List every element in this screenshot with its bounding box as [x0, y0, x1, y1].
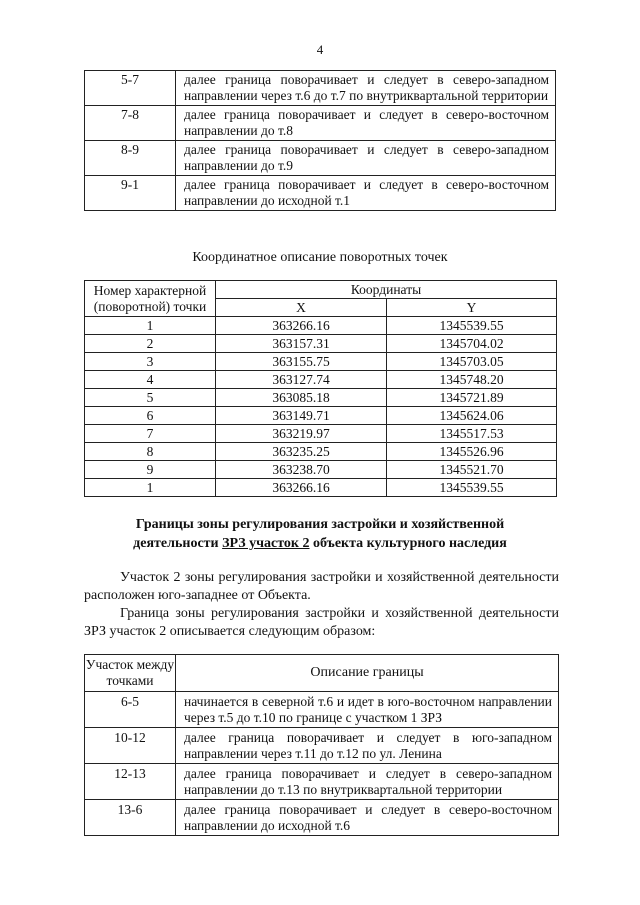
segment-cell: 13-6	[85, 800, 176, 836]
table-row	[85, 800, 559, 836]
boundary-table-bottom	[84, 654, 559, 836]
point-cell: 4	[85, 371, 216, 389]
description-cell: начинается в северной т.6 и идет в юго-восточном направлении через т.5 до т.10 по границе с участком 1 ЗРЗ	[176, 692, 559, 728]
header-segment: Участок между точками	[85, 655, 176, 692]
y-cell: 1345704.02	[387, 335, 557, 353]
heading-suffix: объекта культурного наследия	[313, 536, 507, 551]
segment-cell: 8-9	[85, 141, 176, 176]
paragraph-1: Участок 2 зоны регулирования застройки и хозяйственной деятельности расположен юго-западнее от Объекта.	[84, 570, 559, 603]
table-row	[85, 141, 556, 176]
table-row	[85, 728, 559, 764]
table-row	[85, 461, 557, 479]
description-cell: далее граница поворачивает и следует в северо-восточном направлении до т.8	[176, 106, 556, 141]
x-cell: 363238.70	[216, 461, 387, 479]
point-cell: 9	[85, 461, 216, 479]
description-cell: далее граница поворачивает и следует в юго-западном направлении через т.11 до т.12 по ул. Ленина	[176, 728, 559, 764]
table-row	[85, 317, 557, 335]
x-cell: 363219.97	[216, 425, 387, 443]
header-y: Y	[387, 299, 557, 317]
description-cell: далее граница поворачивает и следует в северо-западном направлении до т.9	[176, 141, 556, 176]
heading-line-2	[0, 534, 640, 553]
point-cell: 7	[85, 425, 216, 443]
point-cell: 8	[85, 443, 216, 461]
table-row	[85, 692, 559, 728]
header-description: Описание границы	[176, 655, 559, 692]
table-row	[85, 479, 557, 497]
y-cell: 1345517.53	[387, 425, 557, 443]
header-coords: Координаты	[216, 281, 557, 299]
description-cell: далее граница поворачивает и следует в северо-западном направлении через т.6 до т.7 по внутриквартальной территории	[176, 71, 556, 106]
point-cell: 2	[85, 335, 216, 353]
description-cell: далее граница поворачивает и следует в северо-восточном направлении до исходной т.6	[176, 800, 559, 836]
coordinates-table	[84, 280, 557, 497]
description-cell: далее граница поворачивает и следует в северо-восточном направлении до исходной т.1	[176, 176, 556, 211]
point-cell: 3	[85, 353, 216, 371]
segment-cell: 7-8	[85, 106, 176, 141]
table-row	[85, 443, 557, 461]
table-row	[85, 106, 556, 141]
coords-caption: Координатное описание поворотных точек	[192, 250, 448, 265]
table-row	[85, 335, 557, 353]
x-cell: 363085.18	[216, 389, 387, 407]
x-cell: 363127.74	[216, 371, 387, 389]
y-cell: 1345624.06	[387, 407, 557, 425]
table-row	[85, 371, 557, 389]
x-cell: 363266.16	[216, 479, 387, 497]
table-row	[85, 425, 557, 443]
heading-prefix: деятельности	[133, 536, 219, 551]
segment-cell: 10-12	[85, 728, 176, 764]
x-cell: 363155.75	[216, 353, 387, 371]
y-cell: 1345721.89	[387, 389, 557, 407]
table-row	[85, 389, 557, 407]
segment-cell: 12-13	[85, 764, 176, 800]
header-x: X	[216, 299, 387, 317]
x-cell: 363149.71	[216, 407, 387, 425]
y-cell: 1345521.70	[387, 461, 557, 479]
x-cell: 363266.16	[216, 317, 387, 335]
heading-underlined: ЗРЗ участок 2	[222, 536, 310, 551]
table-row	[85, 71, 556, 106]
y-cell: 1345703.05	[387, 353, 557, 371]
point-cell: 1	[85, 317, 216, 335]
segment-cell: 9-1	[85, 176, 176, 211]
paragraph-2: Граница зоны регулирования застройки и хозяйственной деятельности ЗРЗ участок 2 описывается следующим образом:	[84, 606, 559, 639]
table-header-row	[85, 655, 559, 692]
table-row	[85, 764, 559, 800]
segment-cell: 6-5	[85, 692, 176, 728]
y-cell: 1345748.20	[387, 371, 557, 389]
section-heading	[0, 515, 640, 553]
y-cell: 1345539.55	[387, 317, 557, 335]
x-cell: 363157.31	[216, 335, 387, 353]
segment-cell: 5-7	[85, 71, 176, 106]
table-row	[85, 407, 557, 425]
point-cell: 5	[85, 389, 216, 407]
page-number: 4	[316, 42, 324, 57]
x-cell: 363235.25	[216, 443, 387, 461]
header-point: Номер характерной (поворотной) точки	[85, 281, 216, 317]
table-row	[85, 353, 557, 371]
point-cell: 6	[85, 407, 216, 425]
description-cell: далее граница поворачивает и следует в северо-западном направлении до т.13 по внутриквартальной территории	[176, 764, 559, 800]
table-header-row	[85, 281, 557, 299]
table-row	[85, 176, 556, 211]
heading-line-1: Границы зоны регулирования застройки и хозяйственной	[135, 517, 505, 532]
y-cell: 1345526.96	[387, 443, 557, 461]
y-cell: 1345539.55	[387, 479, 557, 497]
boundary-table-top	[84, 70, 556, 211]
point-cell: 1	[85, 479, 216, 497]
